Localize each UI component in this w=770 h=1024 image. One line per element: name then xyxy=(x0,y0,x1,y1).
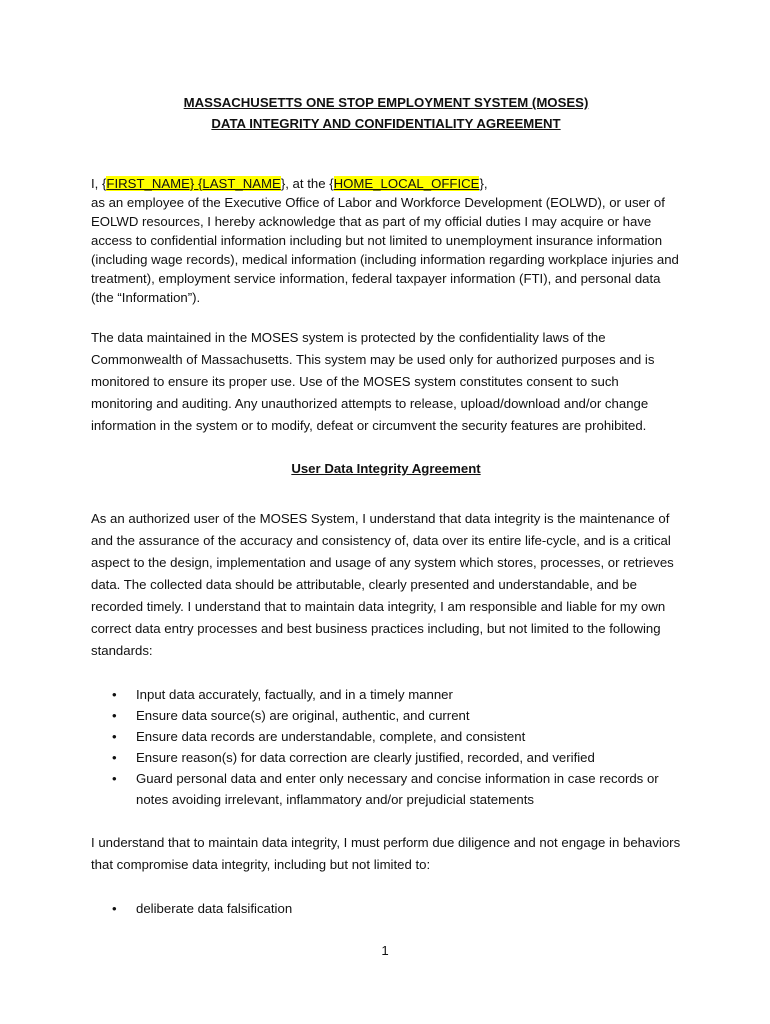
list-item: • Input data accurately, factually, and in a timely manner xyxy=(136,684,681,705)
intro-body: as an employee of the Executive Office of Labor and Workforce Development (EOLWD), or user of EOLWD resources, I hereby acknowledge that as part of my official duties I may acquire or have access to confidential information including but not limited to unemployment insurance information (including wage records), medical information (including information regarding workplace injuries and treatment), employment service information, federal taxpayer information (FTI), and personal data (the “Information”). xyxy=(91,195,679,305)
behaviors-list xyxy=(91,898,681,919)
intro-suffix: }, xyxy=(479,176,488,191)
home-local-office-field: HOME_LOCAL_OFFICE xyxy=(333,176,480,191)
document-title-line2: DATA INTEGRITY AND CONFIDENTIALITY AGREEMENT xyxy=(211,116,561,131)
list-item: • Guard personal data and enter only necessary and concise information in case records or notes avoiding irrelevant, inflammatory and/or prejudicial statements xyxy=(136,768,681,810)
intro-paragraph xyxy=(91,174,681,307)
list-item: • Ensure data records are understandable, complete, and consistent xyxy=(136,726,681,747)
diligence-paragraph: I understand that to maintain data integrity, I must perform due diligence and not engage in behaviors that compromise data integrity, including but not limited to: xyxy=(91,835,681,872)
title-block xyxy=(91,92,681,134)
document-body xyxy=(91,92,681,941)
document-title-line1: MASSACHUSETTS ONE STOP EMPLOYMENT SYSTEM (MOSES) xyxy=(183,95,589,110)
list-item: • Ensure data source(s) are original, authentic, and current xyxy=(136,705,681,726)
integrity-paragraph: As an authorized user of the MOSES System, I understand that data integrity is the maintenance of and the assurance of the accuracy and consistency of, data over its entire life-cycle, and is a critical aspect to the design, implementation and usage of any system which stores, processes, or retrieves data. The collected data should be attributable, clearly presented and understandable, and be recorded timely. I understand that to maintain data integrity, I am responsible and liable for my own correct data entry processes and best business practices including, but not limited to the following standards: xyxy=(91,511,674,658)
list-item: • Ensure reason(s) for data correction are clearly justified, recorded, and verified xyxy=(136,747,681,768)
intro-middle: }, at the { xyxy=(280,176,334,191)
subheading-user-data-integrity: User Data Integrity Agreement xyxy=(291,461,481,476)
list-item: • deliberate data falsification xyxy=(136,898,681,919)
intro-prefix: I, { xyxy=(91,176,107,191)
system-paragraph: The data maintained in the MOSES system is protected by the confidentiality laws of the Commonwealth of Massachusetts. This system may be used only for authorized purposes and is monitored to ensure its proper use. Use of the MOSES system constitutes consent to such monitoring and auditing. Any unauthorized attempts to release, upload/download and/or change information in the system or to modify, defeat or circumvent the security features are prohibited. xyxy=(91,330,655,433)
first-last-name-field: FIRST_NAME} {LAST_NAME xyxy=(106,176,281,191)
page-number: 1 xyxy=(381,943,389,958)
standards-list xyxy=(91,684,681,810)
